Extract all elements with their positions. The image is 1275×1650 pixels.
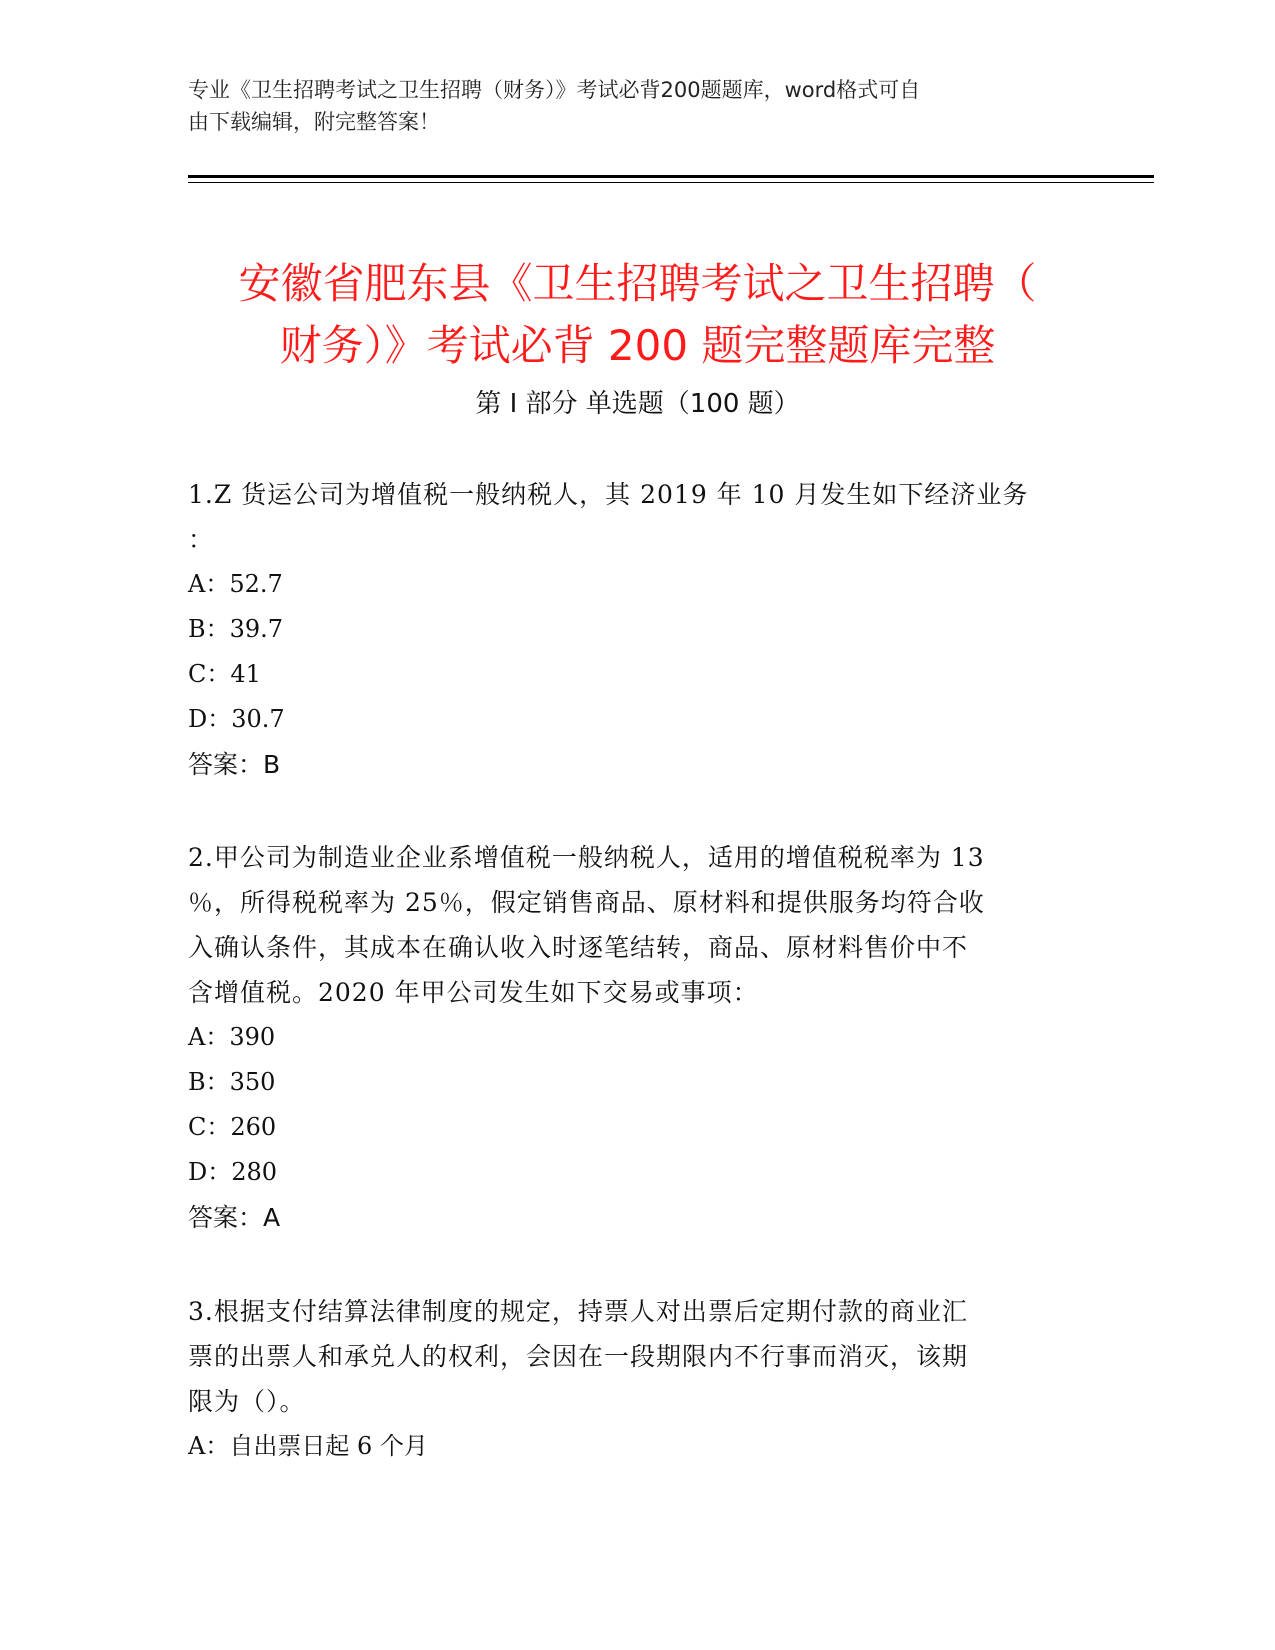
header-note — [188, 74, 1068, 138]
question-3 — [188, 1289, 1078, 1469]
question-text-line: 入确认条件，其成本在确认收入时逐笔结转，商品、原材料售价中不 — [188, 933, 969, 962]
question-text-line: 含增值税。2020 年甲公司发生如下交易或事项： — [188, 978, 759, 1007]
question-text-line: 1.Z 货运公司为增值税一般纳税人，其 2019 年 10 月发生如下经济业务 — [188, 480, 1029, 509]
title-line: 安徽省肥东县《卫生招聘考试之卫生招聘（ — [238, 259, 1037, 309]
option-a: A：自出票日起 6 个月 — [188, 1432, 428, 1460]
question-text-line: ： — [188, 525, 215, 554]
option-c: C：41 — [188, 660, 261, 688]
option-b: B：350 — [188, 1068, 276, 1096]
question-text-line: 票的出票人和承兑人的权利，会因在一段期限内不行事而消灭，该期 — [188, 1342, 969, 1371]
header-note-line: 由下载编辑，附完整答案！ — [188, 110, 440, 134]
question-text-line: 2.甲公司为制造业企业系增值税一般纳税人，适用的增值税税率为 13 — [188, 843, 985, 872]
title-line: 财务）》考试必背 200 题完整题库完整 — [279, 321, 996, 371]
header-note-line: 专业《卫生招聘考试之卫生招聘（财务）》考试必背200题题库，word格式可自 — [188, 78, 921, 102]
header-divider-thin — [188, 182, 1154, 183]
answer: 答案：B — [188, 750, 281, 779]
header-divider-thick — [188, 175, 1154, 178]
question-2 — [188, 835, 1078, 1240]
option-c: C：260 — [188, 1113, 277, 1141]
answer: 答案：A — [188, 1203, 281, 1232]
option-a: A：390 — [188, 1023, 276, 1051]
option-d: D：30.7 — [188, 705, 285, 733]
document-title — [140, 253, 1135, 377]
question-text-line: 3.根据支付结算法律制度的规定，持票人对出票后定期付款的商业汇 — [188, 1297, 968, 1326]
question-1 — [188, 472, 1078, 787]
question-text-line: 限为（）。 — [188, 1387, 306, 1416]
option-b: B：39.7 — [188, 615, 284, 643]
question-text-line: ％，所得税税率为 25％，假定销售商品、原材料和提供服务均符合收 — [188, 888, 985, 917]
option-a: A：52.7 — [188, 570, 283, 598]
option-d: D：280 — [188, 1158, 278, 1186]
section-heading: 第 I 部分 单选题（100 题） — [475, 389, 800, 419]
